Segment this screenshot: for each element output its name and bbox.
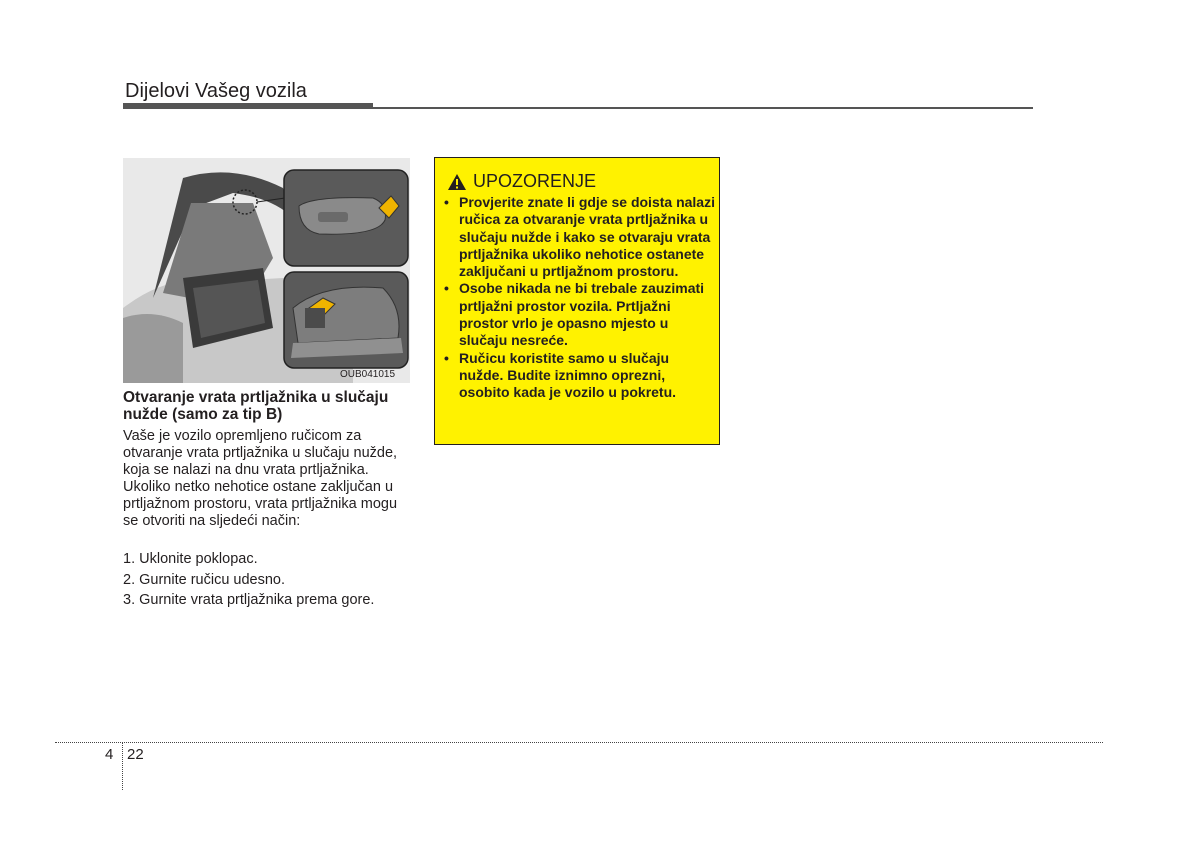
- figure-code: OUB041015: [340, 369, 396, 380]
- title-rule-thin: [373, 107, 1033, 109]
- page-number-divider: [122, 742, 123, 790]
- warning-item-text: Ručicu koristite samo u slučaju nužde. Budite iznimno oprezni, osobito kada je vozilo u pokretu.: [459, 349, 677, 401]
- warning-item-text: Osobe nikada ne bi trebale zauzimati prtljažni prostor vozila. Prtljažni prostor vrlo je opasno mjesto u slučaju nesreće.: [459, 280, 705, 349]
- list-item: 2. Gurnite ručicu udesno.: [123, 571, 286, 588]
- footer-divider: [55, 742, 1103, 743]
- warning-list: [444, 194, 716, 402]
- list-item: 3. Gurnite vrata prtljažnika prema gore.: [123, 592, 375, 608]
- warning-triangle-icon: [447, 173, 467, 191]
- list-item: [444, 194, 716, 280]
- section-title: Dijelovi Vašeg vozila: [125, 80, 307, 102]
- body-paragraph: Vaše je vozilo opremljeno ručicom za otvaranje vrata prtljažnika u slučaju nužde, koja se nalazi na dnu vrata prtljažnika. Ukoliko netko nehotice ostane zaključan u prtljažnom prostoru, vrata prtljažnika mogu se otvoriti na sljedeći način:: [123, 428, 398, 529]
- bullet: •: [444, 349, 449, 366]
- trunk-illustration: [123, 158, 410, 383]
- bullet: •: [444, 194, 449, 210]
- bullet: •: [444, 280, 449, 297]
- warning-item-text: Provjerite znate li gdje se doista nalazi ručica za otvaranje vrata prtljažnika u slučaju nužde i kako se otvaraju vrata prtljažnika ukoliko nehotice ostanete zaključani u prtljažnom prostoru.: [459, 194, 715, 280]
- list-item: [444, 280, 716, 349]
- list-item: 1. Uklonite poklopac.: [123, 551, 258, 567]
- steps-list: [123, 551, 413, 613]
- warning-box: [434, 157, 720, 445]
- title-rule-thick: [123, 103, 373, 109]
- chapter-number: 4: [105, 746, 114, 763]
- page-number: 22: [127, 746, 144, 763]
- list-item: [444, 350, 716, 402]
- warning-title-text: UPOZORENJE: [473, 171, 597, 191]
- section-heading: Otvaranje vrata prtljažnika u slučaju nužde (samo za tip B): [123, 389, 389, 423]
- warning-title: [447, 171, 596, 192]
